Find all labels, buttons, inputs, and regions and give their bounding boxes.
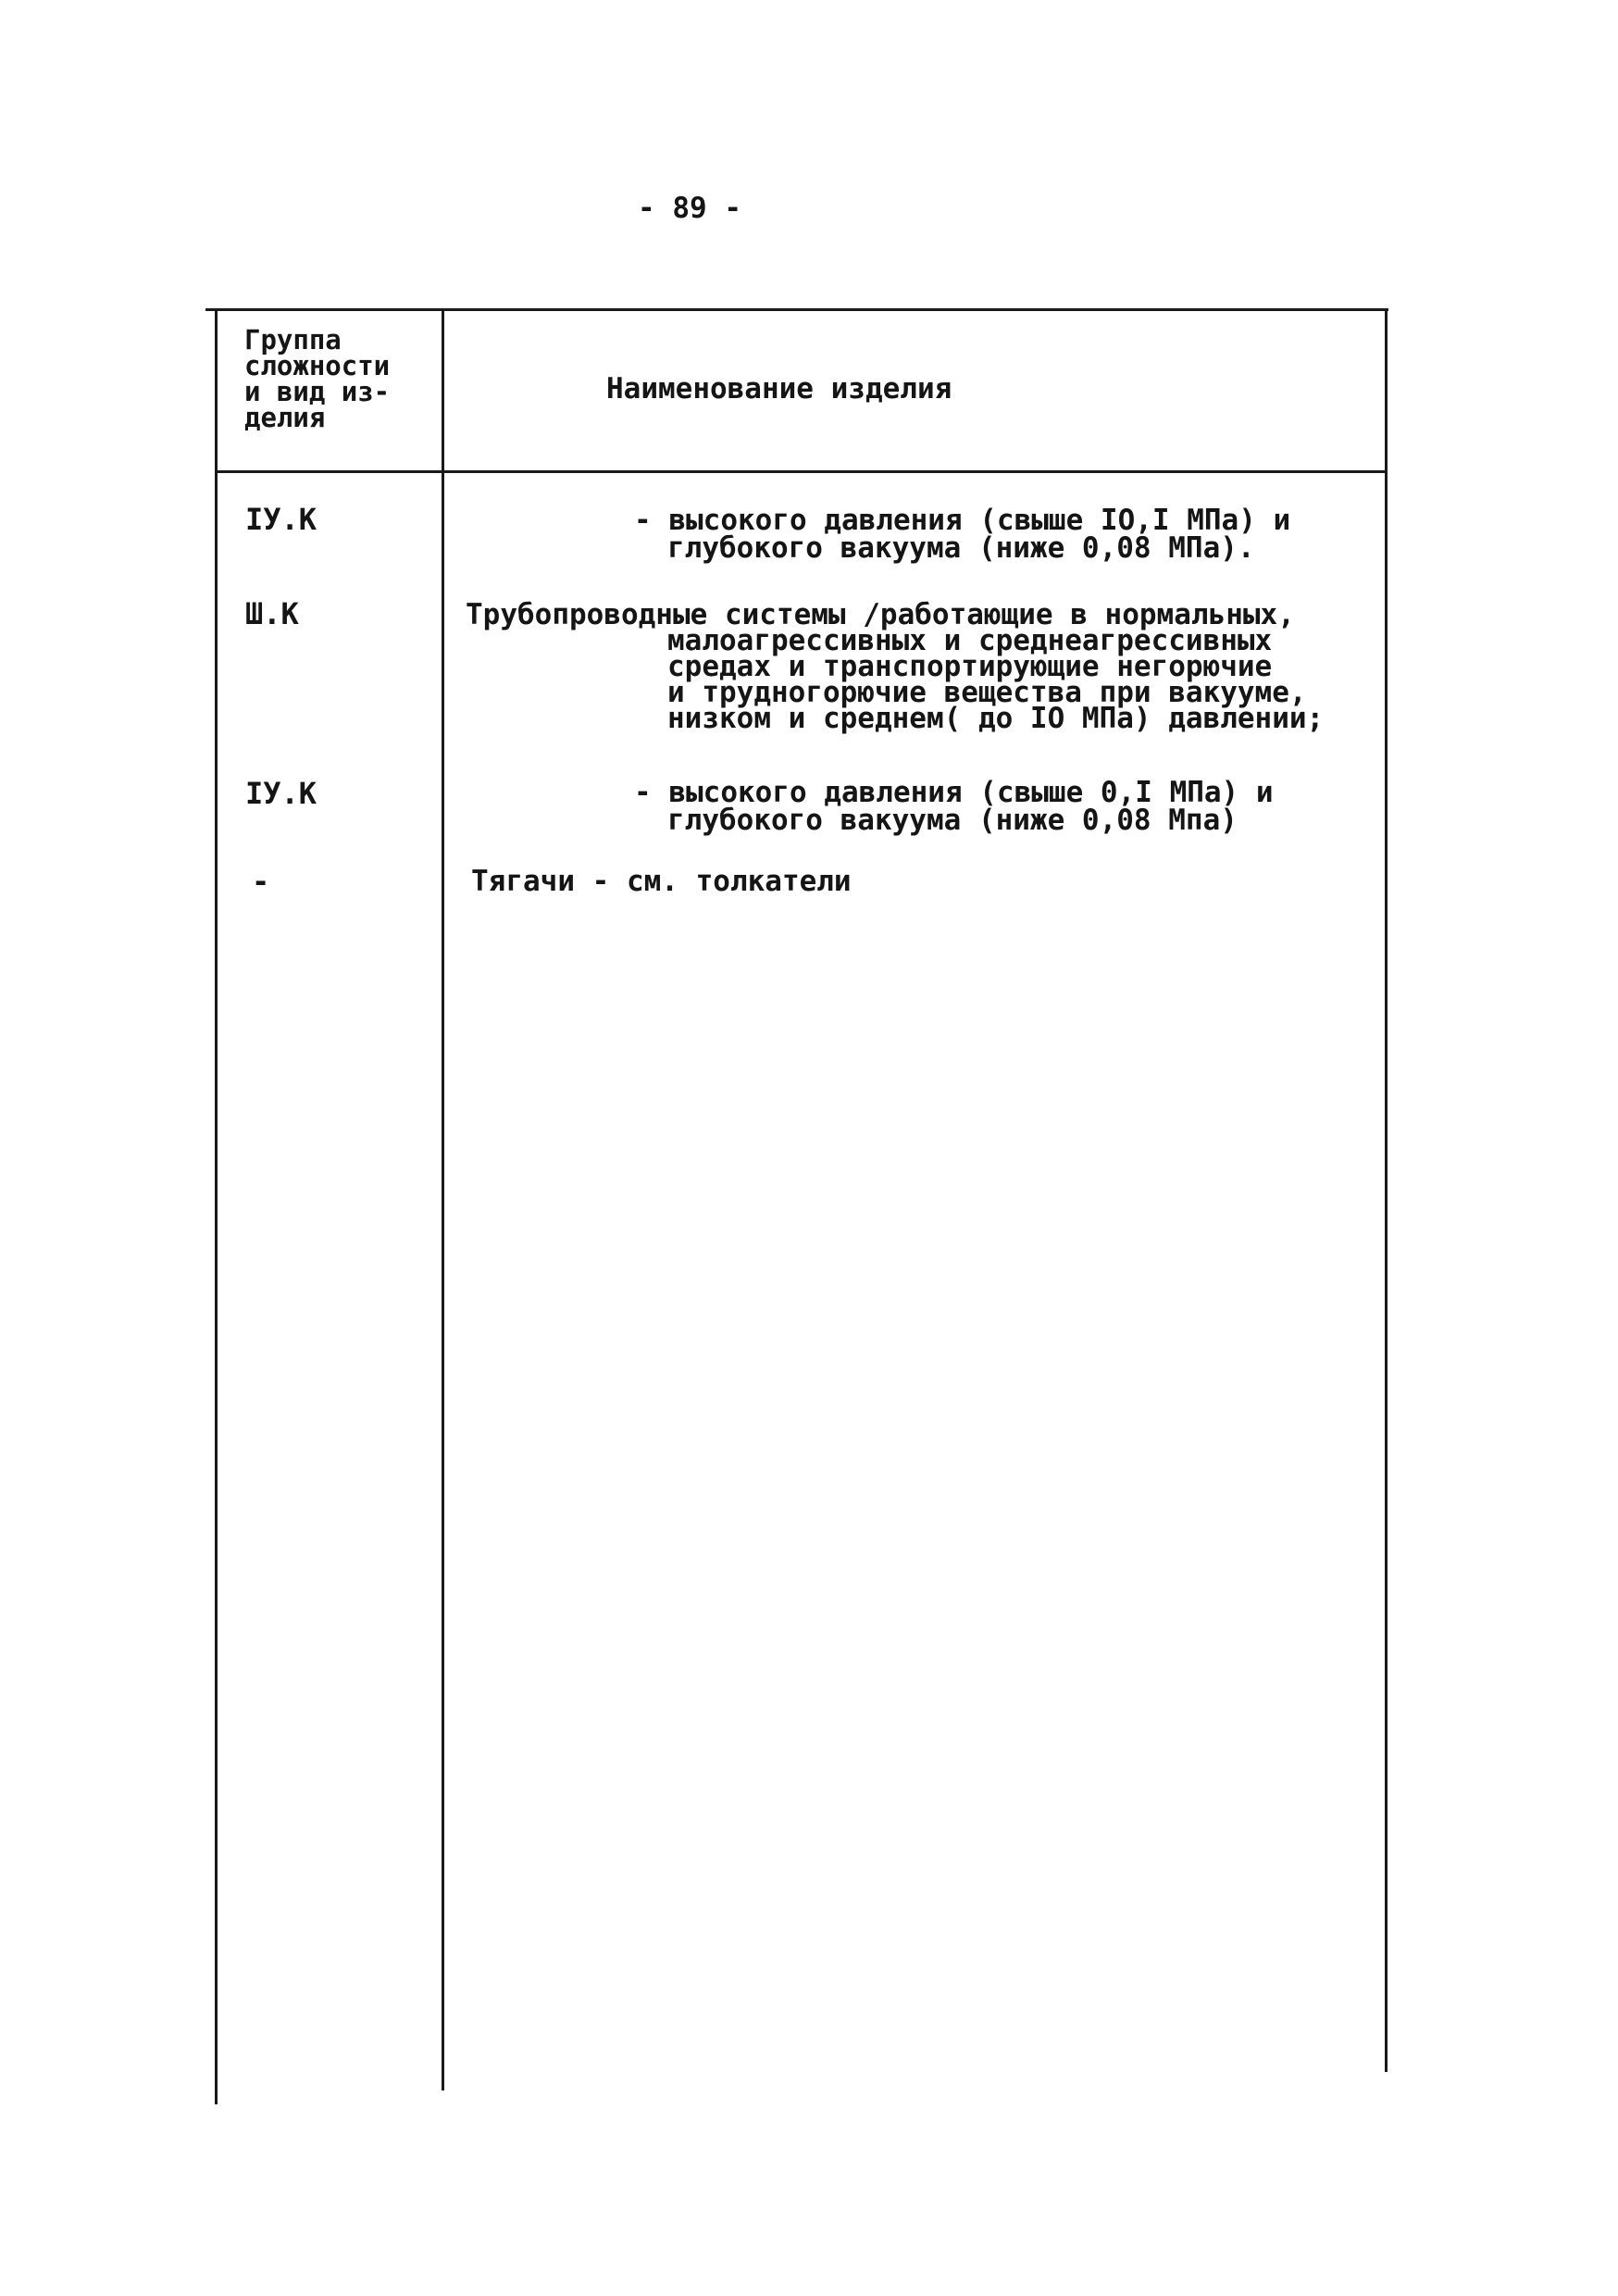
row-4-group: - xyxy=(252,864,270,899)
row-2-line-2: малоагрессивных и среднеагрессивных xyxy=(667,624,1273,657)
page-number: - 89 - xyxy=(638,192,741,225)
table-left-border xyxy=(215,308,218,2104)
row-2-line-1: Трубопроводные системы /работающие в нормальных, xyxy=(466,598,1295,631)
row-2-line-4: и трудногорючие вещества при вакууме, xyxy=(667,676,1307,709)
row-3-line-1: - высокого давления (свыше 0,I МПа) и xyxy=(634,776,1274,809)
header-name: Наименование изделия xyxy=(606,372,952,406)
row-2-group: Ш.К xyxy=(245,596,299,631)
table-right-border xyxy=(1385,308,1388,2072)
row-3-line-2: глубокого вакуума (ниже 0,08 Мпа) xyxy=(667,804,1238,837)
row-2-line-3: средах и транспортирующие негорючие xyxy=(667,650,1273,683)
row-4-line-1: Тягачи - см. толкатели xyxy=(471,865,852,898)
row-1-line-2: глубокого вакуума (ниже 0,08 МПа). xyxy=(667,531,1255,565)
header-bottom-border xyxy=(215,470,1387,473)
header-group-line-2: сложности xyxy=(244,350,391,381)
header-group-line-3: и вид из- xyxy=(244,376,391,407)
table-top-border xyxy=(205,308,1388,311)
row-2-line-5: низком и среднем( до IO МПа) давлении; xyxy=(667,702,1325,735)
row-3-group: IУ.К xyxy=(245,776,317,811)
header-group-line-1: Группа xyxy=(244,324,342,356)
header-group-line-4: делия xyxy=(244,402,326,433)
row-1-line-1: - высокого давления (свыше IO,I МПа) и xyxy=(634,504,1291,537)
row-1-group: IУ.К xyxy=(245,502,317,537)
column-divider xyxy=(442,308,444,2090)
